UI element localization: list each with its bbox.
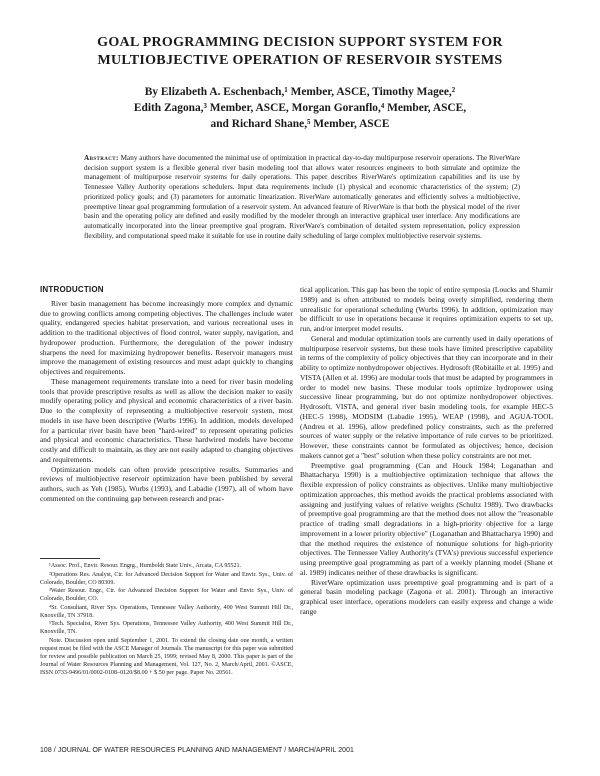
paper-title — [40, 34, 560, 70]
footnote-4: ⁴Sr. Consultant, River Sys. Operations, Tennessee Valley Authority, 400 West Summit Hill Dr., Knoxville, TN 37918. — [40, 604, 293, 619]
discussion-note: Note. Discussion open until September 1, 2001. To extend the closing date one month, a written request must be filed with the ASCE Manager of Journals. The manuscript for this paper was submitted for review and possible publication on March 25, 1999; revised May 8, 2000. This paper is part of the Journal of Water Resources Planning and Management, Vol. 127, No. 2, March/April, 2001. ©ASCE, ISSN 0733-9496/01/0002-0108–0120/$8.00 + $.50 per page. Paper No. 20561. — [40, 637, 293, 677]
authors-line-1: By Elizabeth A. Eschenbach,¹ Member, ASCE, Timothy Magee,² — [144, 86, 456, 98]
paragraph: Preemptive goal programming (Can and Houck 1984; Loganathan and Bhattacharya 1990) is a multiobjective optimization technique that allows the flexible expression of policy constraints as objectives. Unlike many multiobjective optimization approaches, this method avoids the practical problems associated with assigning and justifying values of relative weights (Schultz 1989). Two drawbacks of preemptive goal programming are that the method does not allow the "reasonable practice of trading small degradations in a high-priority objective for a large improvement in a lower priority objective" (Loganathan and Bhattacharya 1990) and that the method requires the existence of nonunique solutions for high-priority objectives. The Tennessee Valley Authority's (TVA's) previous successful experience using preemptive goal programming as part of a weekly planning model (Shane et al. 1989) indicates neither of these drawbacks is significant. — [300, 460, 553, 577]
authors-line-2: Edith Zagona,³ Member, ASCE, Morgan Goranflo,⁴ Member, ASCE, — [133, 102, 467, 114]
right-column — [300, 285, 553, 617]
title-line-2: MULTIOBJECTIVE OPERATION OF RESERVOIR SYSTEMS — [97, 53, 503, 68]
left-column — [40, 285, 293, 504]
author-list — [40, 84, 560, 132]
paragraph: RiverWare optimization uses preemptive goal programming and is part of a general basin modeling package (Zagona et al. 2001). Through an interactive graphical user interface, operations modelers can easily express and change a wide range — [300, 577, 553, 616]
paragraph: These management requirements translate into a need for river basin modeling tools that provide prescriptive results as well as allow the decision maker to easily modify operating policy and physical and economic characteristics of a river basin. Due to the complexity of representing a multiobjective reservoir system, most models in use have been descriptive (Wurbs 1996). In addition, models developed for a particular river basin have been "hard-wired" to represent operating policies and physical and economic characteristics. These hardwired models have become costly and difficult to maintain, as they are not easily adapted to changing objectives and requirements. — [40, 376, 293, 464]
footnote-divider — [40, 558, 100, 559]
paragraph: General and modular optimization tools are currently used in daily operations of multipurpose reservoir systems, but these tools have limited prescriptive capability in terms of the complexity of policy objectives that they can incorporate and in their ability to optimize nonhydropower objectives. Hydrosoft (Robitaille et al. 1995) and VISTA (Allen et al. 1996) are modular tools that must be adapted by programmers in order to model new basins. These modular tools optimize hydropower using successive linear programming, but do not optimize nonhydropower objectives. Hydrosoft, VISTA, and general river basin modeling tools, for example HEC-5 (HEC-5 1998), MODSIM (Labadie 1995), WEAP (1998), and AGUA-TOOL (Andreu et al. 1996), allow predefined policy constraints, such as the preferred sources of water supply or the relative importance of rule curves to be prioritized. However, these constraints cannot be formulated as objectives; hence, decision makers cannot get a "best" solution when these policy constraints are not met. — [300, 333, 553, 460]
paragraph: tical application. This gap has been the topic of entire symposia (Loucks and Shamir 1989) and is often attributed to models being overly simplified, rendering them unrealistic for operational scheduling (Wurbs 1996). In addition, optimization may be difficult to use in operations because it requires optimization experts to set up, run, and/or interpret model results. — [300, 285, 553, 333]
footnotes — [40, 562, 293, 678]
title-line-1: GOAL PROGRAMMING DECISION SUPPORT SYSTEM FOR — [97, 35, 503, 50]
paragraph: River basin management has become increasingly more complex and dynamic due to growing conflicts among competing objectives. The challenges include water quality, endangered species habitat preservation, and various recreational uses in addition to the traditional objectives of flood control, water supply, navigation, and hydropower production. Furthermore, the deregulation of the power industry sharpens the need for maximizing hydropower benefits. Reservoir managers must improve the management of existing resources and must adapt quickly to changing objectives and requirements. — [40, 298, 293, 376]
page-footer: 108 / JOURNAL OF WATER RESOURCES PLANNING AND MANAGEMENT / MARCH/APRIL 2001 — [40, 747, 354, 754]
section-heading-introduction: INTRODUCTION — [40, 285, 104, 294]
paragraph: Optimization models can often provide prescriptive results. Summaries and reviews of multiobjective reservoir optimization have been published by several authors, such as Yeh (1985), Wurbs (1993), and Labadie (1997), all of whom have commented on the continuing gap between research and prac- — [40, 464, 293, 503]
authors-line-3: and Richard Shane,⁵ Member, ASCE — [210, 118, 390, 130]
footnote-1: ¹Assoc. Prof., Envir. Resour. Engrg., Humboldt State Univ., Arcata, CA 95521. — [49, 563, 242, 569]
footnote-3: ³Water Resour. Engr., Ctr. for Advanced Decision Support for Water and Envir. Sys., Univ. of Colorado, Boulder, CO. — [40, 588, 293, 603]
footnote-2: ²Operations Res. Analyst, Ctr. for Advanced Decision Support for Water and Envir. Sys., Univ. of Colorado, Boulder, CO 80309. — [40, 571, 293, 586]
abstract-text: Many authors have documented the minimal use of optimization in practical day-to-day multipurpose reservoir operations. The RiverWare decision support system is a flexible general river basin modeling tool that allows water resources engineers to both simulate and optimize the management of multipurpose reservoir systems for daily operations. This paper describes RiverWare's optimization capabilities and its use by Tennessee Valley Authority operations schedulers. Input data requirements include (1) physical and economic characteristics of the system; (2) prioritized policy goals; and (3) parameters for automatic linearization. RiverWare automatically generates and efficiently solves a multiobjective, preemptive linear goal programming formulation of a reservoir system. An advanced feature of RiverWare is that both the physical model of the river basin and the operating policy are defined and easily modified by the modeler through an interactive graphical user interface. Any modifications are automatically incorporated into the linear preemptive goal program. RiverWare's combination of detailed system representation, policy expression flexibility, and computational speed make it suitable for use in routine daily scheduling of large complex multiobjective reservoir systems. — [84, 154, 520, 240]
footnote-5: ⁵Tech. Specialist, River Sys. Operations, Tennessee Valley Authority, 400 West Summit Hill Dr., Knoxville, TN. — [40, 621, 293, 636]
abstract-label: Abstract: — [84, 154, 119, 162]
abstract — [84, 154, 520, 241]
